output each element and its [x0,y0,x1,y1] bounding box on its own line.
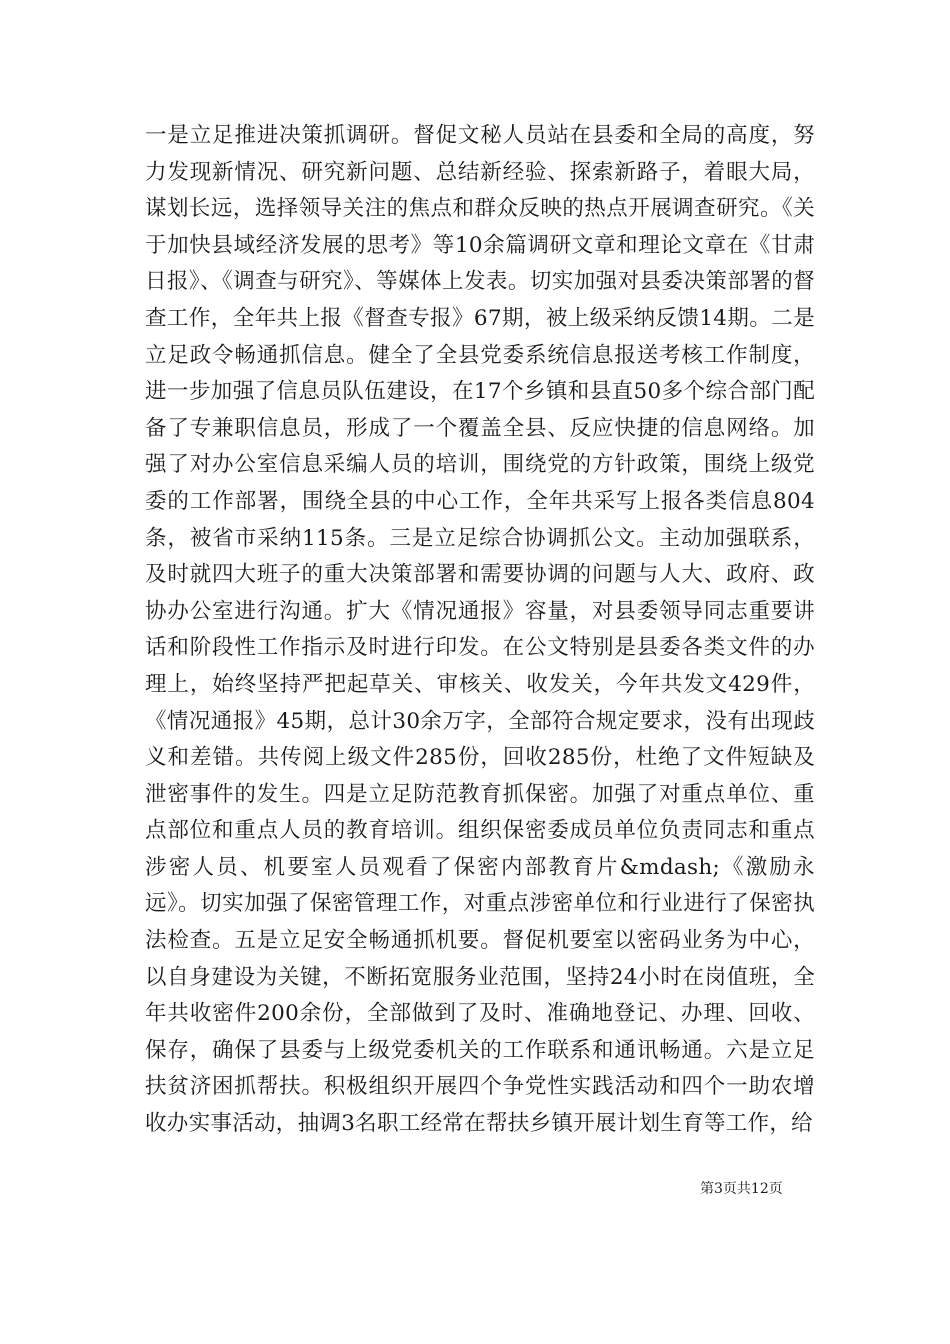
page-number-footer: 第3页共12页 [700,1181,783,1197]
body-paragraph: 一是立足推进决策抓调研。督促文秘人员站在县委和全局的高度，努力发现新情况、研究新问题、总结新经验、探索新路子，着眼大局，谋划长远，选择领导关注的焦点和群众反映的热点开展调查研究。《关于加快县域经济发展的思考》等10余篇调研文章和理论文章在《甘肃日报》、《调查与研究》、等媒体上发表。切实加强对县委决策部署的督查工作，全年共上报《督查专报》67期，被上级采纳反馈14期。二是立足政令畅通抓信息。健全了全县党委系统信息报送考核工作制度，进一步加强了信息员队伍建设，在17个乡镇和县直50多个综合部门配备了专兼职信息员，形成了一个覆盖全县、反应快捷的信息网络。加强了对办公室信息采编人员的培训，围绕党的方针政策，围绕上级党委的工作部署，围绕全县的中心工作，全年共采写上报各类信息804条，被省市采纳115条。三是立足综合协调抓公文。主动加强联系，及时就四大班子的重大决策部署和需要协调的问题与人大、政府、政协办公室进行沟通。扩大《情况通报》容量，对县委领导同志重要讲话和阶段性工作指示及时进行印发。在公文特别是县委各类文件的办理上，始终坚持严把起草关、审核关、收发关，今年共发文429件，《情况通报》45期，总计30余万字，全部符合规定要求，没有出现歧义和差错。共传阅上级文件285份，回收285份，杜绝了文件短缺及泄密事件的发生。四是立足防范教育抓保密。加强了对重点单位、重点部位和重点人员的教育培训。组织保密委成员单位负责同志和重点涉密人员、机要室人员观看了保密内部教育片&mdash;《激励永远》。切实加强了保密管理工作，对重点涉密单位和行业进行了保密执法检查。五是立足安全畅通抓机要。督促机要室以密码业务为中心，以自身建设为关键，不断拓宽服务业范围，坚持24小时在岗值班，全年共收密件200余份，全部做到了及时、准确地登记、办理、回收、保存，确保了县委与上级党委机关的工作联系和通讯畅通。六是立足扶贫济困抓帮扶。积极组织开展四个争党性实践活动和四个一助农增收办实事活动，抽调3名职工经常在帮扶乡镇开展计划生育等工作，给 [145,123,815,1137]
